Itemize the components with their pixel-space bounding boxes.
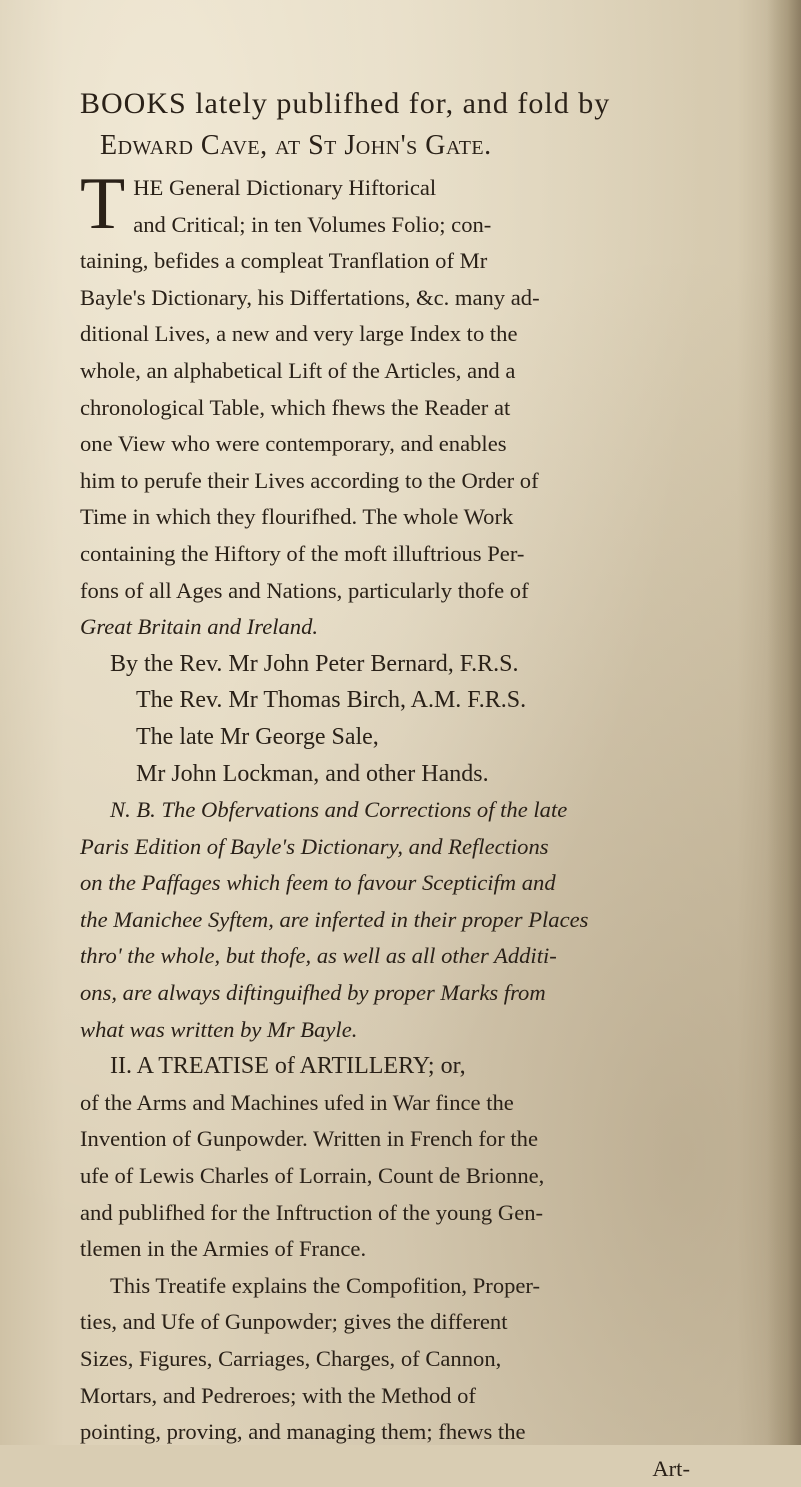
drop-cap: T bbox=[80, 163, 126, 245]
item2-line: of the Arms and Machines ufed in War fince the bbox=[80, 1089, 514, 1115]
item2-line: tlemen in the Armies of France. bbox=[80, 1236, 367, 1262]
item2-line: and publifhed for the Inftruction of the young Gen- bbox=[80, 1199, 544, 1225]
item1-line: him to perufe their Lives according to the Order of bbox=[80, 467, 539, 493]
item1-line: taining, befides a compleat Tranflation of Mr bbox=[80, 248, 488, 274]
note-line: on the Paffages which feem to favour Scepticifm and bbox=[80, 870, 556, 896]
advertisement-text bbox=[80, 82, 720, 1487]
item2-line: pointing, proving, and managing them; fhews the bbox=[80, 1419, 526, 1445]
item-general-dictionary bbox=[80, 163, 720, 1048]
author-line: The late Mr George Sale, bbox=[136, 723, 379, 750]
item2-line: ties, and Ufe of Gunpowder; gives the different bbox=[80, 1309, 508, 1335]
item2-line: This Treatife explains the Compofition, Proper- bbox=[110, 1272, 541, 1298]
note-line: Paris Edition of Bayle's Dictionary, and Reflections bbox=[80, 833, 549, 859]
header-line-1: BOOKS lately publifhed for, and fold by bbox=[80, 87, 611, 120]
author-line: The Rev. Mr Thomas Birch, A.M. F.R.S. bbox=[136, 687, 527, 714]
item1-line: HE General Dictionary Hiftorical bbox=[133, 175, 437, 200]
item1-line: whole, an alphabetical Lift of the Articles, and a bbox=[80, 357, 516, 383]
item1-line: chronological Table, which fhews the Reader at bbox=[80, 394, 511, 420]
item1-line: Time in which they flourifhed. The whole Work bbox=[80, 504, 514, 530]
item2-line: Invention of Gunpowder. Written in French for the bbox=[80, 1126, 538, 1152]
item-treatise-of-artillery bbox=[80, 1048, 720, 1487]
note-line: thro' the whole, but thofe, as well as all other Additi- bbox=[80, 943, 557, 969]
catchword: Art- bbox=[652, 1455, 690, 1481]
item2-line: Sizes, Figures, Carriages, Charges, of Cannon, bbox=[80, 1346, 502, 1371]
item1-line: one View who were contemporary, and enables bbox=[80, 431, 507, 457]
page-edge-shadow bbox=[767, 0, 801, 1445]
item1-line: containing the Hiftory of the moft illuftrious Per- bbox=[80, 540, 525, 566]
item1-line: Bayle's Dictionary, his Differtations, &c. many ad- bbox=[80, 284, 540, 310]
note-line: ons, are always diftinguifhed by proper Marks from bbox=[80, 980, 546, 1006]
item1-line: and Critical; in ten Volumes Folio; con- bbox=[133, 211, 492, 237]
item1-line: ditional Lives, a new and very large Index to the bbox=[80, 321, 518, 347]
note-line: the Manichee Syftem, are inferted in their proper Places bbox=[80, 906, 589, 932]
item2-line: ufe of Lewis Charles of Lorrain, Count de Brionne, bbox=[80, 1163, 545, 1189]
item1-line: Great Britain and Ireland. bbox=[80, 614, 319, 640]
header-line-2: Edward Cave, at St John's Gate. bbox=[100, 130, 492, 161]
item1-line: fons of all Ages and Nations, particularly thofe of bbox=[80, 577, 529, 603]
note-line: N. B. The Obfervations and Corrections of the late bbox=[110, 797, 568, 823]
item2-line: Mortars, and Pedreroes; with the Method of bbox=[80, 1382, 476, 1408]
note-line: what was written by Mr Bayle. bbox=[80, 1016, 358, 1042]
author-line: By the Rev. Mr John Peter Bernard, F.R.S. bbox=[110, 650, 519, 677]
item2-line: II. A TREATISE of ARTILLERY; or, bbox=[110, 1053, 466, 1080]
author-line: Mr John Lockman, and other Hands. bbox=[136, 760, 489, 787]
